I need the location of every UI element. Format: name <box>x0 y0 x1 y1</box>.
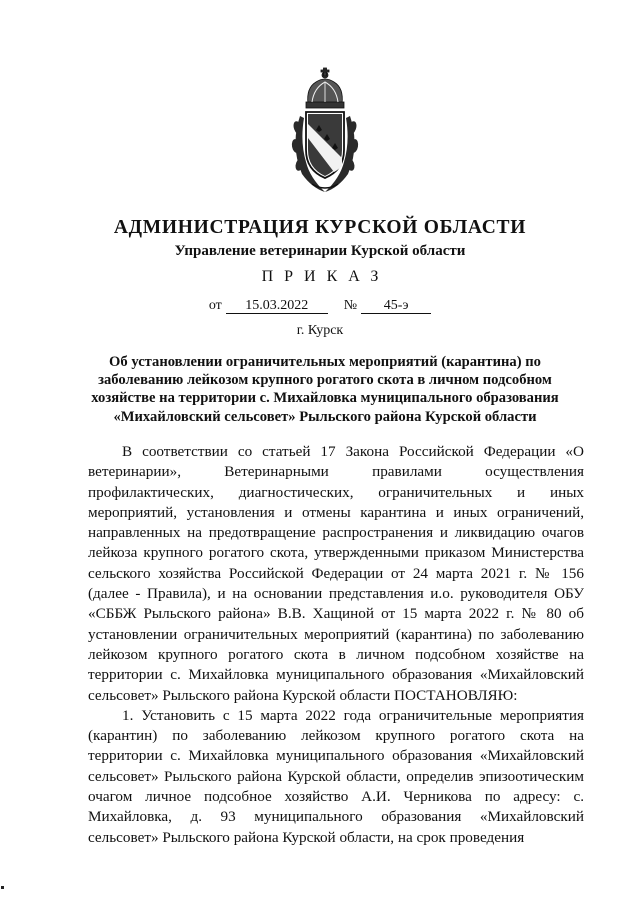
order-body <box>88 442 584 848</box>
order-date: 15.03.2022 <box>226 298 328 314</box>
date-number-line <box>0 298 640 314</box>
date-prefix: от <box>208 298 222 313</box>
order-city: г. Курск <box>296 323 344 338</box>
document-type: ПРИКАЗ <box>261 268 390 285</box>
order-subject: Об установлении ограничительных мероприятий (карантина) по заболеванию лейкозом крупного рогатого скота в личном подсобном хозяйстве на территории с. Михайловка муниципального образования «Михайловский сельсовет» Рыльского района Курской области <box>91 354 559 425</box>
kursk-oblast-coat-of-arms-icon <box>286 66 364 196</box>
body-paragraph-item-1: 1. Установить с 15 марта 2022 года ограничительные мероприятия (карантин) по заболеванию лейкозом крупного рогатого скота на территории с. Михайловка муниципального образования «Михайловский сельсовет» Рыльского района Курской области, определив эпизоотическим очагом личное подсобное хозяйство А.И. Черникова по адресу: с. Михайловка, д. 93 муниципального образования «Михайловский сельсовет» Рыльского района Курской области, на срок проведения <box>88 706 584 846</box>
scan-mark <box>1 886 4 889</box>
order-number: 45-э <box>361 298 431 314</box>
department-title: Управление ветеринарии Курской области <box>174 243 466 259</box>
organization-title: АДМИНИСТРАЦИЯ КУРСКОЙ ОБЛАСТИ <box>113 217 527 238</box>
body-paragraph-preamble: В соответствии со статьей 17 Закона Российской Федерации «О ветеринарии», Ветеринарными правилами осуществления профилактических, диагностических, ограничительных и иных мероприятий, установления и отмены карантина и иных ограничений, направленных на предотвращение распространения и ликвидацию очагов лейкоза крупного рогатого скота, утвержденными приказом Министерства сельского хозяйства Российской Федерации от 24 марта 2021 г. № 156 (далее - Правила), и на основании представления и.о. руководителя ОБУ «СББЖ Рыльского района» В.В. Хащиной от 15 марта 2022 г. № 80 об установлении ограничительных мероприятий (карантина) по заболеванию лейкозом крупного рогатого скота в личном подсобном хозяйстве на территории с. Михайловка муниципального образования «Михайловский сельсовет» Рыльского района Курской области ПОСТАНОВЛЯЮ: <box>88 443 584 704</box>
number-prefix: № <box>343 298 358 313</box>
